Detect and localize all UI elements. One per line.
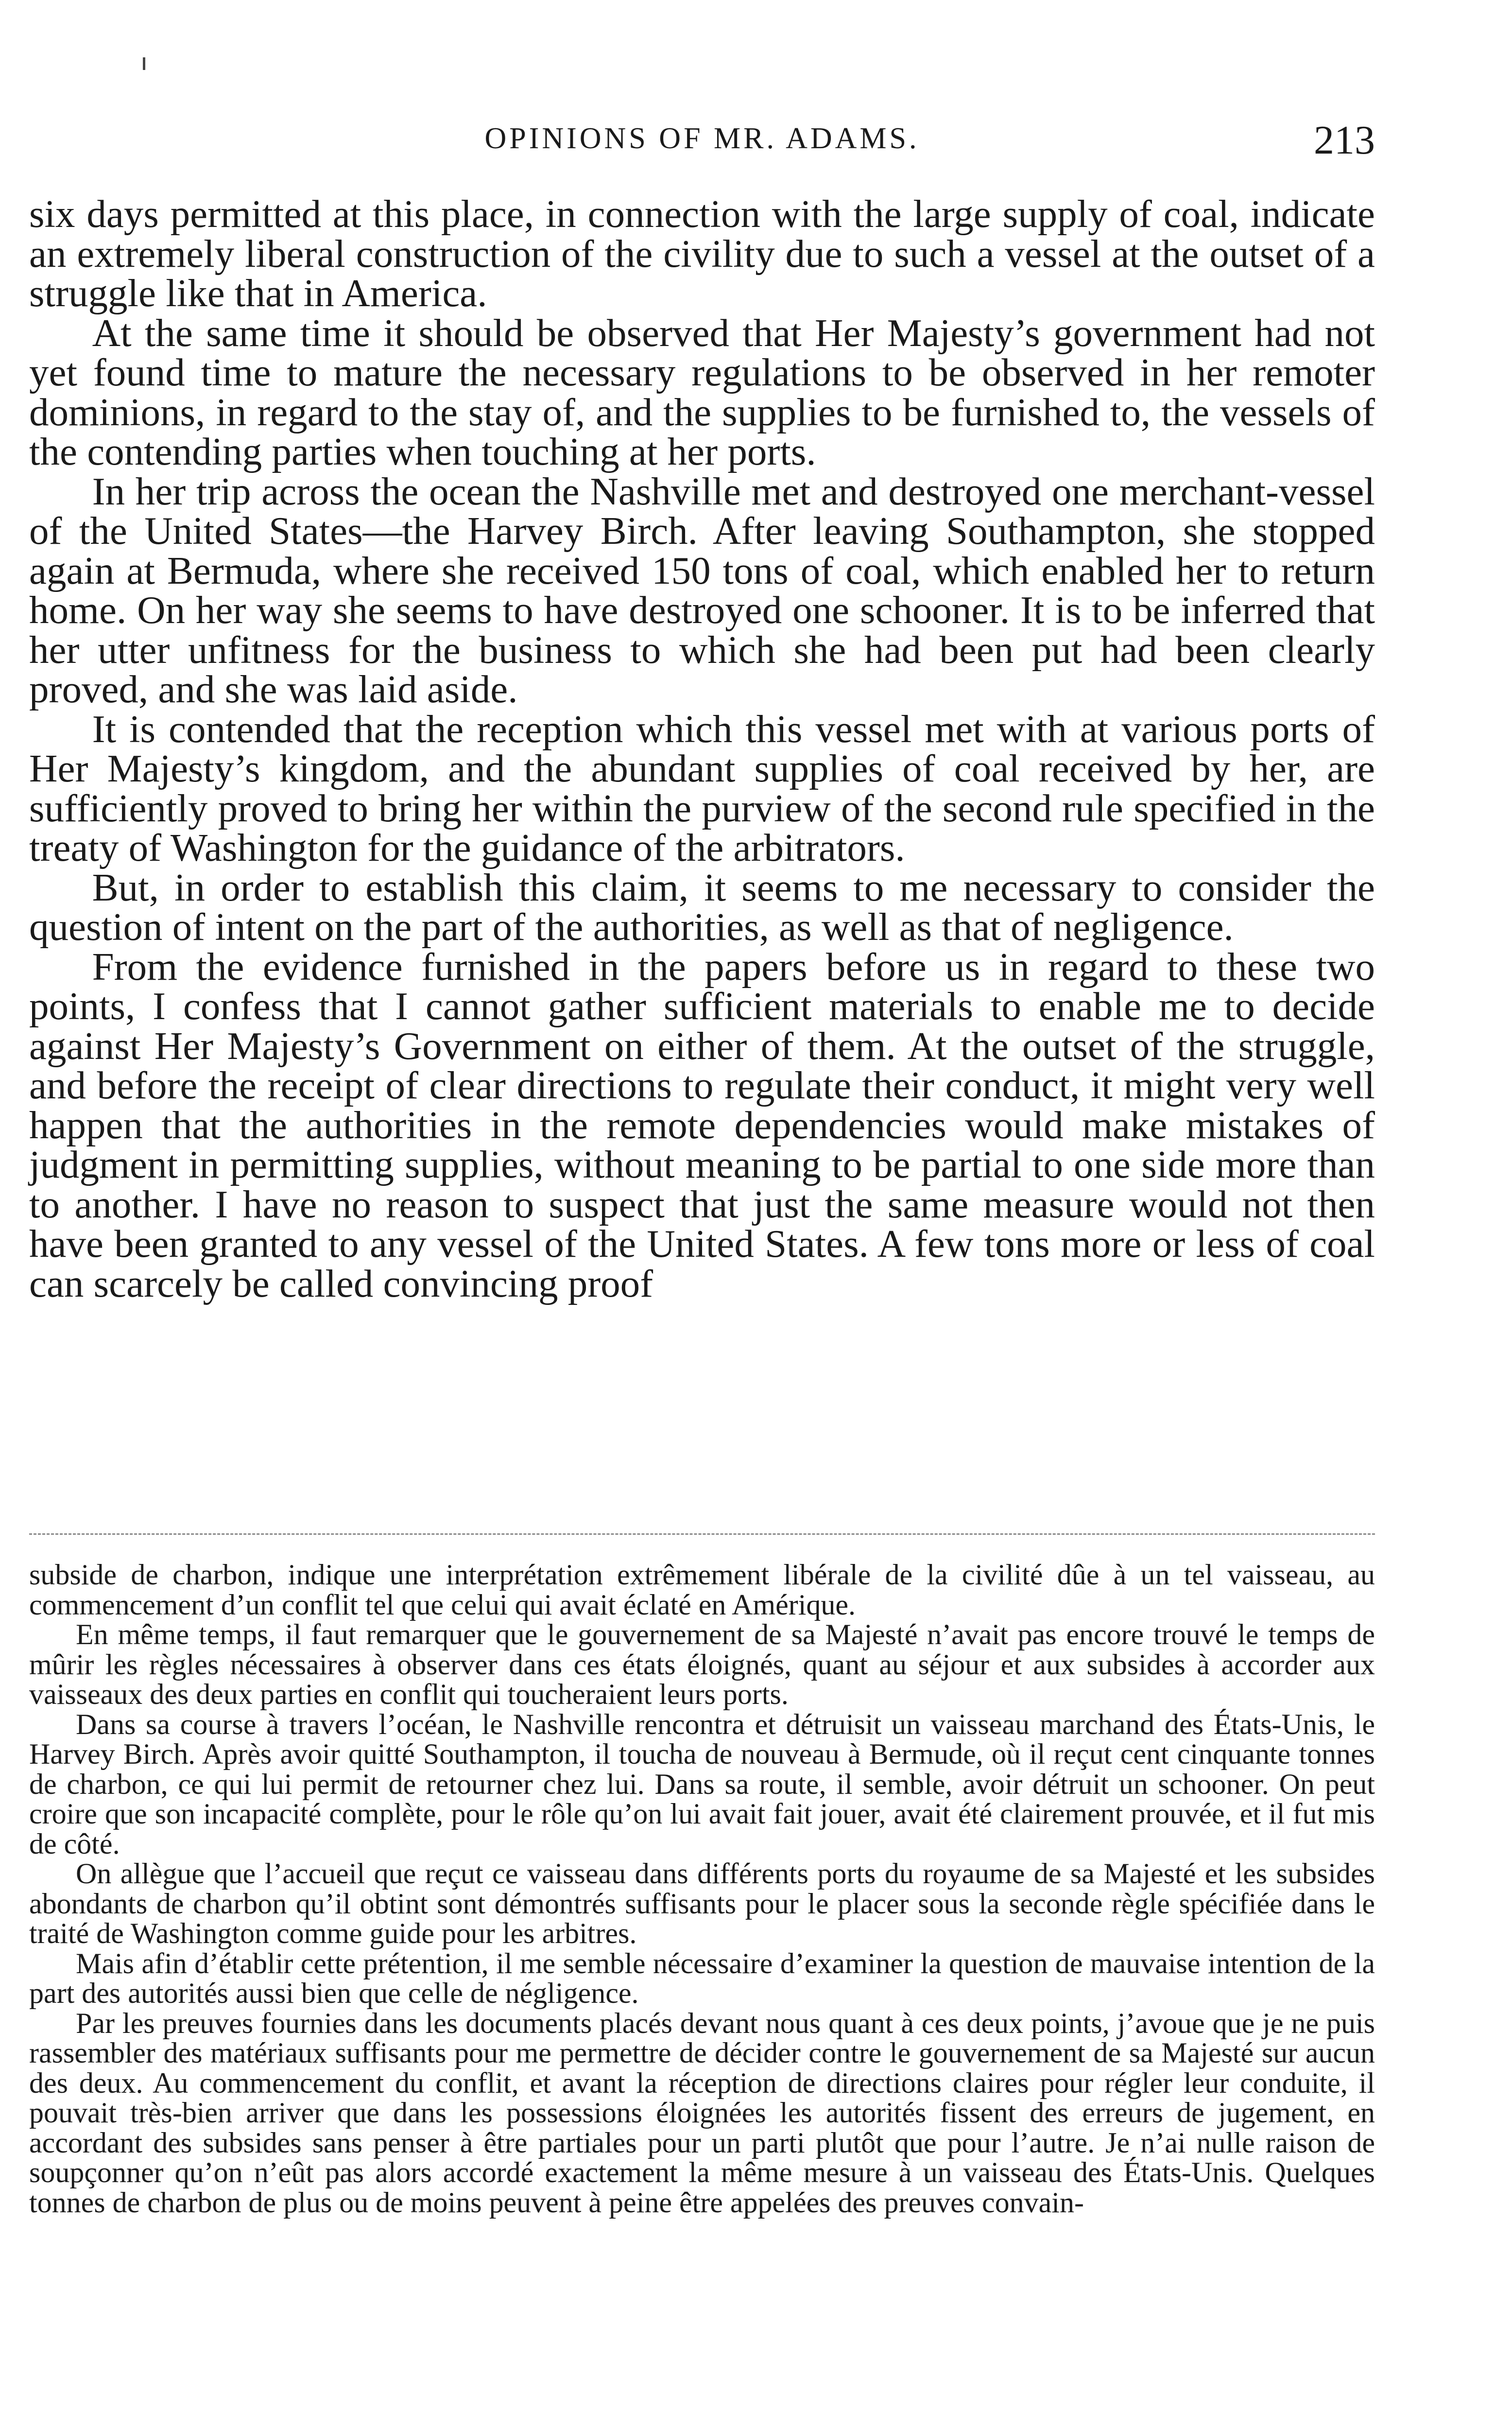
footnote-paragraph: En même temps, il faut remarquer que le gouvernement de sa Majesté n’avait pas encore trouvé le temps de mûrir les règles nécessaires à observer dans ces états éloignés, quant au séjour et aux subsides à accorder aux vaisseaux des deux parties en conflit qui toucheraient leurs ports.	[29, 1618, 1375, 1710]
footnote-paragraph: Dans sa course à travers l’océan, le Nashville rencontra et détruisit un vaisseau marchand des États-Unis, le Harvey Birch. Après avoir quitté Southampton, il toucha de nouveau à Bermude, où il reçut cent cinquante tonnes de charbon, ce qui lui permit de retourner chez lui. Dans sa route, il semble, avoir détruit un schooner. On peut croire que son incapacité complète, pour le rôle qu’on lui avait fait jouer, avait été clairement prouvée, et il fut mis de côté.	[29, 1708, 1375, 1860]
french-translation	[29, 1560, 1375, 2218]
footnote-paragraph: Mais afin d’établir cette prétention, il me semble nécessaire d’examiner la question de mauvaise intention de la part des autorités aussi bien que celle de négligence.	[29, 1947, 1375, 2009]
main-paragraph: It is contended that the reception which this vessel met with at various ports of Her Majesty’s kingdom, and the abundant supplies of coal received by her, are sufficiently proved to bring her within the purview of the second rule specified in the treaty of Washington for the guidance of the arbitrators.	[29, 707, 1375, 869]
footnote-paragraph: subside de charbon, indique une interprétation extrêmement libérale de la civilité dûe à un tel vaisseau, au commencement d’un conflit tel que celui qui avait éclaté en Amérique.	[29, 1559, 1375, 1621]
main-paragraph: In her trip across the ocean the Nashville met and destroyed one merchant-vessel of the United States—the Harvey Birch. After leaving Southampton, she stopped again at Bermuda, where she received 150 tons of coal, which enabled her to return home. On her way she seems to have destroyed one schooner. It is to be inferred that her utter unfitness for the business to which she had been put had been clearly proved, and she was laid aside.	[29, 469, 1375, 711]
footnote-paragraph: Par les preuves fournies dans les documents placés devant nous quant à ces deux points, j’avoue que je ne puis rassembler des matériaux suffisants pour me permettre de décider contre le gouvernement de sa Majesté sur aucun des deux. Au commencement du conflit, et avant la réception de directions claires pour régler leur conduite, il pouvait très-bien arriver que dans les possessions éloignées les autorités fissent des erreurs de jugement, en accordant des subsides sans penser à être partiales pour un parti plutôt que pour l’autre. Je n’ai nulle raison de soupçonner qu’on n’eût pas alors accordé exactement la même mesure à un vaisseau des États-Unis. Quelques tonnes de charbon de plus ou de moins peuvent à peine être appelées des preuves convain-	[29, 2007, 1375, 2219]
main-paragraph: From the evidence furnished in the papers before us in regard to these two points, I confess that I cannot gather sufficient materials to enable me to decide against Her Majesty’s Government on either of them. At the outset of the struggle, and before the receipt of clear directions to regulate their conduct, it might very well happen that the authorities in the remote dependencies would make mistakes of judgment in permitting supplies, without meaning to be partial to one side more than to another. I have no reason to suspect that just the same measure would not then have been granted to any vessel of the United States. A few tons more or less of coal can scarcely be called convincing proof	[29, 944, 1375, 1305]
main-text	[29, 194, 1375, 1303]
main-paragraph: At the same time it should be observed that Her Majesty’s government had not yet found time to mature the necessary regulations to be observed in her remoter dominions, in regard to the stay of, and the supplies to be furnished to, the vessels of the contending parties when touching at her ports.	[29, 311, 1375, 473]
footnote-paragraph: On allègue que l’accueil que reçut ce vaisseau dans différents ports du royaume de sa Majesté et les subsides abondants de charbon qu’il obtint sont démontrés suffisants pour le placer sous la seconde règle spécifiée dans le traité de Washington comme guide pour les arbitres.	[29, 1857, 1375, 1949]
page-number: 213	[1314, 118, 1375, 163]
footnote-divider	[29, 1533, 1375, 1535]
main-paragraph: But, in order to establish this claim, it seems to me necessary to consider the question of intent on the part of the authorities, as well as that of negligence.	[29, 865, 1375, 949]
page-header	[29, 117, 1375, 163]
margin-mark	[143, 57, 145, 70]
running-title: OPINIONS OF MR. ADAMS.	[484, 122, 920, 155]
main-paragraph: six days permitted at this place, in connection with the large supply of coal, indicate an extremely liberal construction of the civility due to such a vessel at the outset of a struggle like that in America.	[29, 192, 1375, 315]
